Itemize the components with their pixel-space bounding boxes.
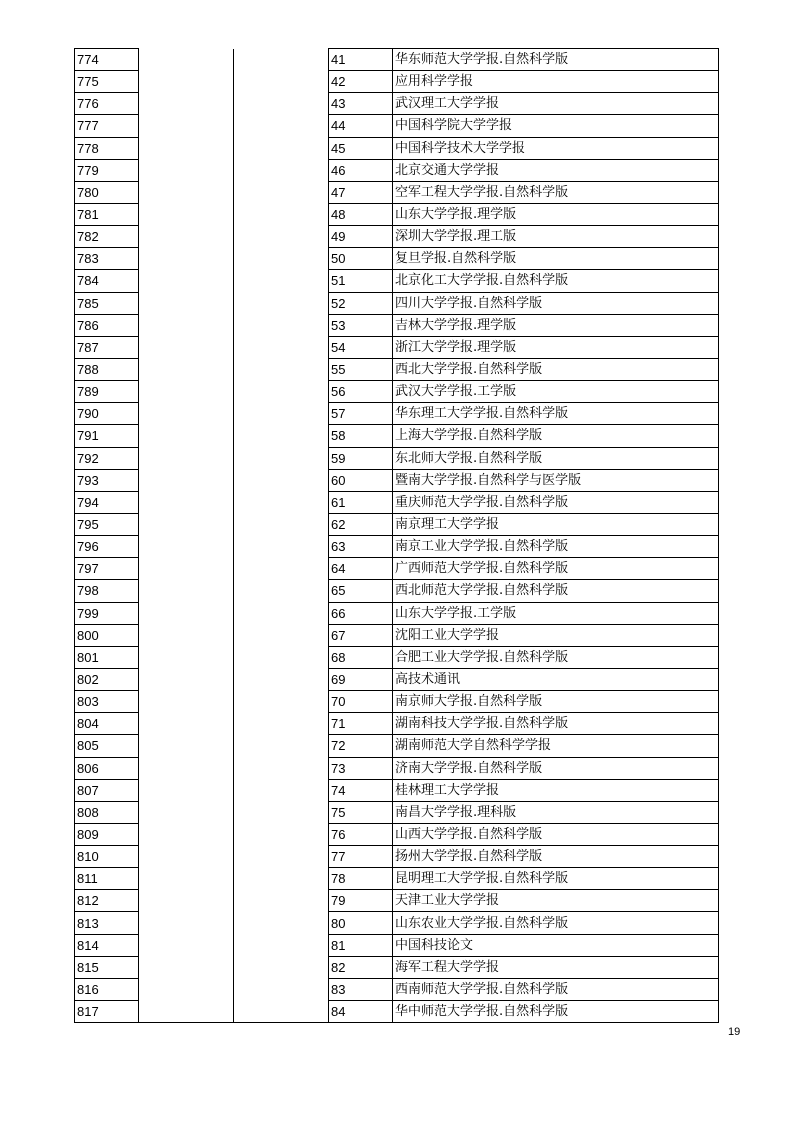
- rank-cell: 82: [329, 956, 393, 978]
- empty-cell: [234, 513, 329, 535]
- journal-name-cell: 东北师大学报.自然科学版: [393, 447, 719, 469]
- row-index-cell: 798: [75, 580, 139, 602]
- rank-cell: 69: [329, 668, 393, 690]
- table-row: [75, 713, 719, 735]
- row-index-cell: 788: [75, 358, 139, 380]
- table-row: [75, 823, 719, 845]
- empty-cell: [234, 403, 329, 425]
- row-index-cell: 801: [75, 646, 139, 668]
- row-index-cell: 799: [75, 602, 139, 624]
- row-index-cell: 806: [75, 757, 139, 779]
- row-index-cell: 805: [75, 735, 139, 757]
- row-index-cell: 778: [75, 137, 139, 159]
- table-row: [75, 602, 719, 624]
- empty-cell: [139, 536, 234, 558]
- empty-cell: [139, 248, 234, 270]
- empty-cell: [234, 425, 329, 447]
- rank-cell: 56: [329, 381, 393, 403]
- rank-cell: 46: [329, 159, 393, 181]
- journal-name-cell: 华东师范大学学报.自然科学版: [393, 49, 719, 71]
- table-row: [75, 956, 719, 978]
- table-row: [75, 779, 719, 801]
- table-row: [75, 71, 719, 93]
- row-index-cell: 784: [75, 270, 139, 292]
- rank-cell: 53: [329, 314, 393, 336]
- journal-name-cell: 湖南师范大学自然科学学报: [393, 735, 719, 757]
- journal-name-cell: 昆明理工大学学报.自然科学版: [393, 868, 719, 890]
- empty-cell: [234, 447, 329, 469]
- rank-cell: 41: [329, 49, 393, 71]
- table-row: [75, 757, 719, 779]
- row-index-cell: 782: [75, 226, 139, 248]
- table-body: [75, 49, 719, 1023]
- journal-name-cell: 中国科学院大学学报: [393, 115, 719, 137]
- empty-cell: [139, 956, 234, 978]
- empty-cell: [139, 779, 234, 801]
- table-row: [75, 646, 719, 668]
- empty-cell: [234, 978, 329, 1000]
- journal-name-cell: 上海大学学报.自然科学版: [393, 425, 719, 447]
- rank-cell: 55: [329, 358, 393, 380]
- empty-cell: [139, 93, 234, 115]
- rank-cell: 59: [329, 447, 393, 469]
- empty-cell: [139, 801, 234, 823]
- row-index-cell: 793: [75, 469, 139, 491]
- empty-cell: [139, 713, 234, 735]
- empty-cell: [234, 757, 329, 779]
- rank-cell: 60: [329, 469, 393, 491]
- empty-cell: [234, 314, 329, 336]
- journal-name-cell: 合肥工业大学学报.自然科学版: [393, 646, 719, 668]
- table-row: [75, 513, 719, 535]
- rank-cell: 67: [329, 624, 393, 646]
- rank-cell: 58: [329, 425, 393, 447]
- journal-name-cell: 西南师范大学学报.自然科学版: [393, 978, 719, 1000]
- row-index-cell: 786: [75, 314, 139, 336]
- rank-cell: 71: [329, 713, 393, 735]
- empty-cell: [234, 115, 329, 137]
- row-index-cell: 812: [75, 890, 139, 912]
- row-index-cell: 815: [75, 956, 139, 978]
- empty-cell: [139, 358, 234, 380]
- rank-cell: 54: [329, 336, 393, 358]
- journal-name-cell: 济南大学学报.自然科学版: [393, 757, 719, 779]
- empty-cell: [234, 181, 329, 203]
- empty-cell: [234, 93, 329, 115]
- empty-cell: [234, 226, 329, 248]
- journal-name-cell: 南京师大学报.自然科学版: [393, 691, 719, 713]
- row-index-cell: 783: [75, 248, 139, 270]
- empty-cell: [139, 757, 234, 779]
- journal-name-cell: 南京工业大学学报.自然科学版: [393, 536, 719, 558]
- row-index-cell: 785: [75, 292, 139, 314]
- row-index-cell: 802: [75, 668, 139, 690]
- table-row: [75, 580, 719, 602]
- rank-cell: 80: [329, 912, 393, 934]
- empty-cell: [139, 491, 234, 513]
- empty-cell: [234, 292, 329, 314]
- table-row: [75, 624, 719, 646]
- rank-cell: 61: [329, 491, 393, 513]
- row-index-cell: 810: [75, 846, 139, 868]
- journal-name-cell: 山东大学学报.理学版: [393, 203, 719, 225]
- empty-cell: [234, 934, 329, 956]
- journal-name-cell: 四川大学学报.自然科学版: [393, 292, 719, 314]
- table-row: [75, 403, 719, 425]
- row-index-cell: 774: [75, 49, 139, 71]
- row-index-cell: 781: [75, 203, 139, 225]
- journal-name-cell: 华中师范大学学报.自然科学版: [393, 1001, 719, 1023]
- table-row: [75, 181, 719, 203]
- empty-cell: [234, 49, 329, 71]
- empty-cell: [139, 469, 234, 491]
- empty-cell: [234, 646, 329, 668]
- empty-cell: [234, 159, 329, 181]
- rank-cell: 78: [329, 868, 393, 890]
- row-index-cell: 775: [75, 71, 139, 93]
- journal-name-cell: 暨南大学学报.自然科学与医学版: [393, 469, 719, 491]
- empty-cell: [139, 159, 234, 181]
- empty-cell: [139, 646, 234, 668]
- rank-cell: 75: [329, 801, 393, 823]
- journal-name-cell: 沈阳工业大学学报: [393, 624, 719, 646]
- row-index-cell: 795: [75, 513, 139, 535]
- table-row: [75, 558, 719, 580]
- journal-name-cell: 重庆师范大学学报.自然科学版: [393, 491, 719, 513]
- rank-cell: 73: [329, 757, 393, 779]
- table-row: [75, 447, 719, 469]
- rank-cell: 42: [329, 71, 393, 93]
- rank-cell: 47: [329, 181, 393, 203]
- row-index-cell: 792: [75, 447, 139, 469]
- empty-cell: [139, 1001, 234, 1023]
- empty-cell: [234, 868, 329, 890]
- table-row: [75, 381, 719, 403]
- row-index-cell: 791: [75, 425, 139, 447]
- empty-cell: [139, 912, 234, 934]
- row-index-cell: 777: [75, 115, 139, 137]
- table-row: [75, 115, 719, 137]
- empty-cell: [234, 823, 329, 845]
- empty-cell: [139, 226, 234, 248]
- rank-cell: 57: [329, 403, 393, 425]
- empty-cell: [234, 491, 329, 513]
- journal-name-cell: 桂林理工大学学报: [393, 779, 719, 801]
- rank-cell: 76: [329, 823, 393, 845]
- empty-cell: [234, 469, 329, 491]
- journal-name-cell: 应用科学学报: [393, 71, 719, 93]
- row-index-cell: 789: [75, 381, 139, 403]
- row-index-cell: 811: [75, 868, 139, 890]
- empty-cell: [234, 270, 329, 292]
- row-index-cell: 809: [75, 823, 139, 845]
- row-index-cell: 807: [75, 779, 139, 801]
- empty-cell: [139, 691, 234, 713]
- empty-cell: [234, 624, 329, 646]
- empty-cell: [139, 668, 234, 690]
- empty-cell: [139, 558, 234, 580]
- empty-cell: [139, 137, 234, 159]
- journal-name-cell: 湖南科技大学学报.自然科学版: [393, 713, 719, 735]
- rank-cell: 50: [329, 248, 393, 270]
- journal-name-cell: 山东农业大学学报.自然科学版: [393, 912, 719, 934]
- journal-name-cell: 中国科技论文: [393, 934, 719, 956]
- empty-cell: [139, 447, 234, 469]
- empty-cell: [139, 602, 234, 624]
- empty-cell: [139, 403, 234, 425]
- rank-cell: 83: [329, 978, 393, 1000]
- table-row: [75, 159, 719, 181]
- table-row: [75, 912, 719, 934]
- table-row: [75, 336, 719, 358]
- rank-cell: 84: [329, 1001, 393, 1023]
- table-row: [75, 203, 719, 225]
- row-index-cell: 804: [75, 713, 139, 735]
- table-row: [75, 270, 719, 292]
- empty-cell: [234, 203, 329, 225]
- empty-cell: [139, 336, 234, 358]
- table-row: [75, 491, 719, 513]
- empty-cell: [139, 115, 234, 137]
- table-row: [75, 314, 719, 336]
- journal-name-cell: 南京理工大学学报: [393, 513, 719, 535]
- empty-cell: [139, 203, 234, 225]
- rank-cell: 72: [329, 735, 393, 757]
- journal-name-cell: 北京交通大学学报: [393, 159, 719, 181]
- row-index-cell: 779: [75, 159, 139, 181]
- empty-cell: [234, 779, 329, 801]
- rank-cell: 52: [329, 292, 393, 314]
- journal-name-cell: 高技术通讯: [393, 668, 719, 690]
- rank-cell: 66: [329, 602, 393, 624]
- empty-cell: [139, 846, 234, 868]
- rank-cell: 48: [329, 203, 393, 225]
- journal-table: [74, 48, 719, 1023]
- empty-cell: [139, 934, 234, 956]
- journal-name-cell: 北京化工大学学报.自然科学版: [393, 270, 719, 292]
- empty-cell: [139, 314, 234, 336]
- rank-cell: 62: [329, 513, 393, 535]
- empty-cell: [139, 49, 234, 71]
- empty-cell: [234, 735, 329, 757]
- row-index-cell: 800: [75, 624, 139, 646]
- journal-name-cell: 中国科学技术大学学报: [393, 137, 719, 159]
- table-row: [75, 978, 719, 1000]
- table-row: [75, 49, 719, 71]
- table-row: [75, 137, 719, 159]
- empty-cell: [234, 137, 329, 159]
- empty-cell: [139, 890, 234, 912]
- empty-cell: [139, 735, 234, 757]
- table-row: [75, 248, 719, 270]
- row-index-cell: 816: [75, 978, 139, 1000]
- row-index-cell: 776: [75, 93, 139, 115]
- table-row: [75, 668, 719, 690]
- empty-cell: [139, 181, 234, 203]
- empty-cell: [234, 956, 329, 978]
- empty-cell: [234, 71, 329, 93]
- rank-cell: 43: [329, 93, 393, 115]
- empty-cell: [139, 513, 234, 535]
- rank-cell: 65: [329, 580, 393, 602]
- empty-cell: [234, 1001, 329, 1023]
- empty-cell: [234, 890, 329, 912]
- row-index-cell: 794: [75, 491, 139, 513]
- rank-cell: 77: [329, 846, 393, 868]
- table-row: [75, 890, 719, 912]
- empty-cell: [139, 624, 234, 646]
- empty-cell: [139, 425, 234, 447]
- empty-cell: [234, 713, 329, 735]
- empty-cell: [139, 823, 234, 845]
- rank-cell: 79: [329, 890, 393, 912]
- empty-cell: [234, 691, 329, 713]
- table-row: [75, 868, 719, 890]
- empty-cell: [139, 71, 234, 93]
- journal-name-cell: 吉林大学学报.理学版: [393, 314, 719, 336]
- empty-cell: [234, 912, 329, 934]
- table-row: [75, 93, 719, 115]
- page-number: 19: [728, 1026, 741, 1038]
- journal-name-cell: 华东理工大学学报.自然科学版: [393, 403, 719, 425]
- row-index-cell: 790: [75, 403, 139, 425]
- empty-cell: [139, 292, 234, 314]
- empty-cell: [234, 536, 329, 558]
- table-row: [75, 691, 719, 713]
- journal-name-cell: 天津工业大学学报: [393, 890, 719, 912]
- rank-cell: 51: [329, 270, 393, 292]
- journal-name-cell: 浙江大学学报.理学版: [393, 336, 719, 358]
- journal-name-cell: 山东大学学报.工学版: [393, 602, 719, 624]
- table-row: [75, 1001, 719, 1023]
- empty-cell: [234, 846, 329, 868]
- empty-cell: [234, 558, 329, 580]
- journal-name-cell: 山西大学学报.自然科学版: [393, 823, 719, 845]
- rank-cell: 68: [329, 646, 393, 668]
- row-index-cell: 803: [75, 691, 139, 713]
- rank-cell: 74: [329, 779, 393, 801]
- empty-cell: [139, 868, 234, 890]
- empty-cell: [234, 248, 329, 270]
- empty-cell: [234, 358, 329, 380]
- table-row: [75, 358, 719, 380]
- rank-cell: 64: [329, 558, 393, 580]
- journal-name-cell: 复旦学报.自然科学版: [393, 248, 719, 270]
- row-index-cell: 817: [75, 1001, 139, 1023]
- empty-cell: [234, 381, 329, 403]
- journal-name-cell: 扬州大学学报.自然科学版: [393, 846, 719, 868]
- table-row: [75, 425, 719, 447]
- table-row: [75, 469, 719, 491]
- table-row: [75, 934, 719, 956]
- empty-cell: [139, 270, 234, 292]
- empty-cell: [234, 668, 329, 690]
- table-row: [75, 735, 719, 757]
- rank-cell: 44: [329, 115, 393, 137]
- rank-cell: 45: [329, 137, 393, 159]
- empty-cell: [234, 801, 329, 823]
- empty-cell: [234, 580, 329, 602]
- empty-cell: [139, 580, 234, 602]
- rank-cell: 70: [329, 691, 393, 713]
- table-row: [75, 801, 719, 823]
- table-row: [75, 292, 719, 314]
- table-row: [75, 536, 719, 558]
- journal-name-cell: 西北大学学报.自然科学版: [393, 358, 719, 380]
- rank-cell: 63: [329, 536, 393, 558]
- row-index-cell: 808: [75, 801, 139, 823]
- empty-cell: [139, 978, 234, 1000]
- table-row: [75, 846, 719, 868]
- row-index-cell: 787: [75, 336, 139, 358]
- empty-cell: [234, 336, 329, 358]
- row-index-cell: 780: [75, 181, 139, 203]
- row-index-cell: 814: [75, 934, 139, 956]
- empty-cell: [139, 381, 234, 403]
- journal-name-cell: 武汉理工大学学报: [393, 93, 719, 115]
- journal-name-cell: 深圳大学学报.理工版: [393, 226, 719, 248]
- journal-name-cell: 南昌大学学报.理科版: [393, 801, 719, 823]
- journal-name-cell: 空军工程大学学报.自然科学版: [393, 181, 719, 203]
- row-index-cell: 796: [75, 536, 139, 558]
- rank-cell: 81: [329, 934, 393, 956]
- table-row: [75, 226, 719, 248]
- empty-cell: [234, 602, 329, 624]
- row-index-cell: 797: [75, 558, 139, 580]
- journal-name-cell: 广西师范大学学报.自然科学版: [393, 558, 719, 580]
- row-index-cell: 813: [75, 912, 139, 934]
- rank-cell: 49: [329, 226, 393, 248]
- journal-name-cell: 西北师范大学学报.自然科学版: [393, 580, 719, 602]
- journal-name-cell: 海军工程大学学报: [393, 956, 719, 978]
- journal-name-cell: 武汉大学学报.工学版: [393, 381, 719, 403]
